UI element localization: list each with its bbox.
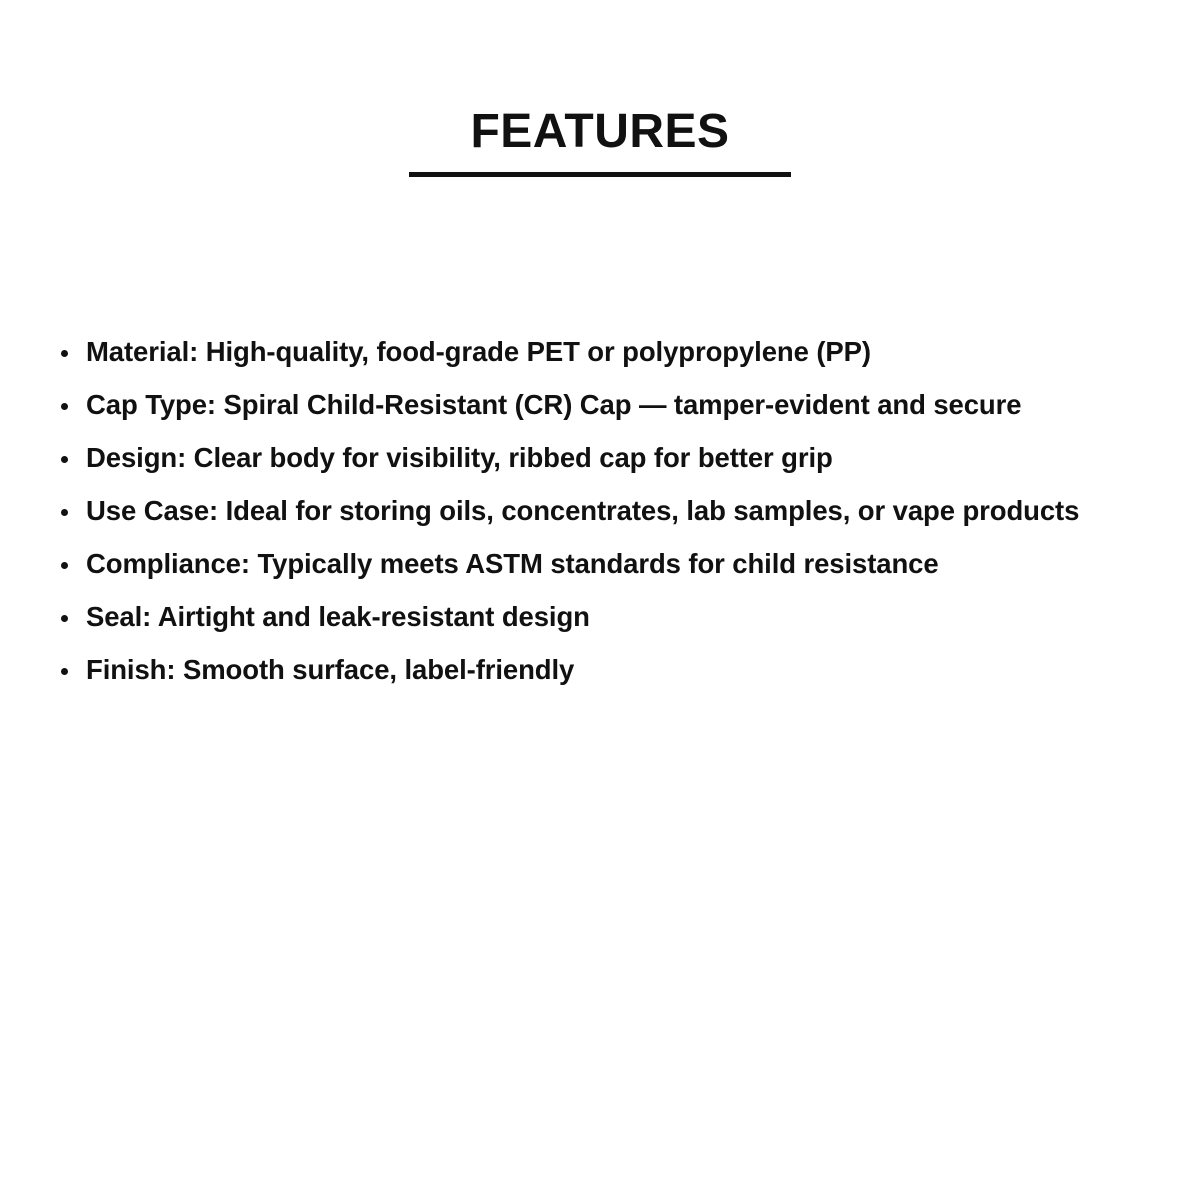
bullet-point-icon (61, 615, 68, 622)
feature-item-label: Use Case: Ideal for storing oils, concentrates, lab samples, or vape products (86, 495, 1080, 526)
feature-list-item (58, 379, 1162, 431)
bullet-point-icon (61, 562, 68, 569)
feature-item-label: Finish: Smooth surface, label-friendly (86, 654, 575, 685)
feature-list-item (58, 432, 1162, 484)
feature-list-item (58, 538, 1162, 590)
feature-item-label: Compliance: Typically meets ASTM standards for child resistance (86, 548, 939, 579)
feature-list-item (58, 485, 1162, 537)
feature-list-item (58, 644, 1162, 696)
features-list (58, 326, 1162, 697)
feature-list-item (58, 326, 1162, 378)
page-title: FEATURES (470, 105, 730, 158)
bullet-point-icon (61, 509, 68, 516)
bullet-point-icon (61, 350, 68, 357)
bullet-point-icon (61, 668, 68, 675)
feature-list-item (58, 591, 1162, 643)
title-block (0, 105, 1200, 177)
title-underline-rule (409, 172, 791, 177)
feature-item-label: Cap Type: Spiral Child-Resistant (CR) Cap — tamper-evident and secure (86, 389, 1022, 420)
feature-item-label: Seal: Airtight and leak-resistant design (86, 601, 590, 632)
bullet-point-icon (61, 403, 68, 410)
feature-item-label: Material: High-quality, food-grade PET or polypropylene (PP) (86, 336, 871, 367)
bullet-point-icon (61, 456, 68, 463)
feature-item-label: Design: Clear body for visibility, ribbed cap for better grip (86, 442, 833, 473)
